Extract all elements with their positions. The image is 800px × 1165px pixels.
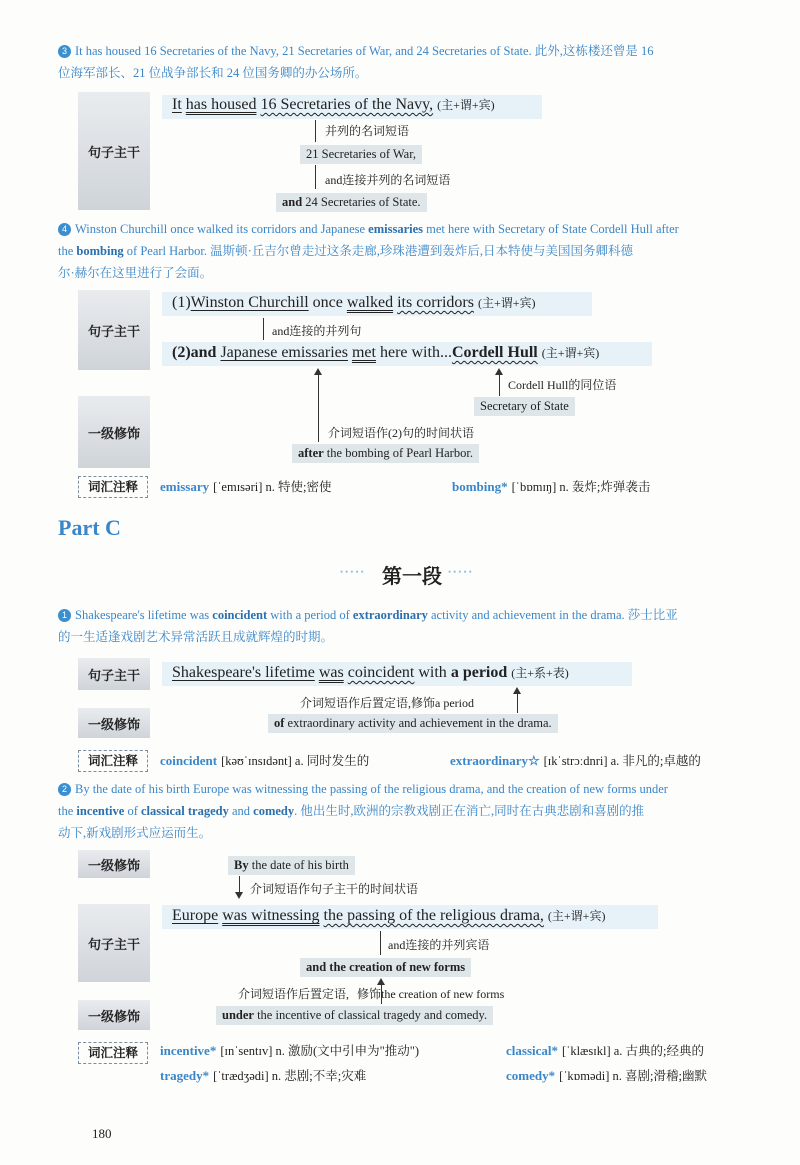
- box-text: the bombing of Pearl Harbor.: [326, 446, 473, 460]
- subject: Shakespeare's lifetime: [172, 664, 315, 681]
- c2-box-by: [228, 856, 355, 875]
- box-keyword: under: [222, 1008, 254, 1022]
- s4-en-part: met here with Secretary of State Cordell Hull after: [426, 222, 679, 236]
- predicate: has housed: [185, 96, 257, 113]
- s4-chinese-1: 温斯顿·丘吉尔曾走过这条走廊,珍珠港遭到轰炸后,日本特使与美国国务卿科德: [210, 244, 634, 258]
- connector-line: [239, 876, 240, 892]
- vocab-definition: [ˈemɪsəri] n. 特使;密使: [213, 480, 332, 494]
- predicative: coincident: [347, 664, 415, 681]
- connector-line: [318, 374, 319, 442]
- c2-chinese-2: 动下,新戏剧形式应运而生。: [58, 826, 212, 840]
- vocab-definition: [ɪkˈstrɔːdnri] a. 非凡的;卓越的: [543, 754, 701, 768]
- vocab-definition: [ˈbɒmɪŋ] n. 轰炸;炸弹袭击: [511, 480, 651, 494]
- vocab-word: extraordinary: [450, 753, 528, 768]
- vocab-word: classical: [506, 1043, 552, 1058]
- s4-main-clause-2: [172, 344, 599, 362]
- box-keyword: By: [234, 858, 249, 872]
- c1-en-part: activity and achievement in the drama.: [431, 608, 625, 622]
- connector-line: [517, 693, 518, 713]
- s4-en-part: Winston Churchill once walked its corridors and Japanese: [75, 222, 366, 236]
- label-first-level-modifier: 一级修饰: [78, 396, 150, 468]
- clause-index: (2)and: [172, 344, 217, 361]
- subject: Winston Churchill: [190, 294, 309, 311]
- c1-en-part: with a period of: [270, 608, 350, 622]
- sentence-number-badge: 4: [58, 223, 71, 236]
- c1-box-mod: [268, 714, 558, 733]
- c2-note-mod: [238, 985, 504, 1002]
- sentence-3-chinese-2: 位海军部长、21 位战争部长和 24 位国务卿的办公场所。: [58, 66, 368, 80]
- sentence-4-intro: [58, 218, 770, 284]
- c1-chinese-1: 莎士比亚: [627, 608, 678, 622]
- s4-note-time: 介词短语作(2)句的时间状语: [328, 426, 474, 440]
- vocab-star: *: [551, 1043, 558, 1058]
- label-sentence-main: 句子主干: [78, 904, 150, 982]
- page-number: 180: [92, 1126, 112, 1141]
- box-text: the date of his birth: [251, 858, 349, 872]
- object: a period: [450, 664, 508, 681]
- vocab-word: comedy: [506, 1068, 549, 1083]
- vocab-entry: [450, 751, 701, 770]
- sentence-number-badge: 1: [58, 609, 71, 622]
- sentence-3-intro: [58, 40, 770, 84]
- s4-en-part: the: [58, 244, 74, 258]
- c1-main-clause: [172, 664, 569, 682]
- box-text: the incentive of classical tragedy and comedy.: [257, 1008, 488, 1022]
- c2-keyword: comedy: [253, 804, 295, 818]
- object: the passing of the religious drama,: [323, 907, 544, 924]
- part-title: Part C: [58, 515, 121, 540]
- vocab-definition: [kəʊˈɪnsɪdənt] a. 同时发生的: [221, 754, 370, 768]
- c2-en-part: By the date of his birth Europe was witnessing the passing of the religious drama, and the creation of new forms under: [75, 782, 668, 796]
- s4-main-clause-1: [172, 294, 535, 312]
- predicate: was witnessing: [222, 907, 320, 924]
- label-sentence-main: 句子主干: [78, 92, 150, 210]
- c1-en-part: Shakespeare's lifetime was: [75, 608, 210, 622]
- vocab-entry: [506, 1066, 707, 1085]
- vocab-word: coincident: [160, 753, 218, 768]
- preposition: with: [418, 664, 447, 681]
- vocab-star: *: [501, 479, 508, 494]
- s3-note-1: 并列的名词短语: [325, 124, 410, 138]
- vocab-entry: [452, 477, 650, 496]
- object: 16 Secretaries of the Navy,: [260, 96, 434, 113]
- c2-keyword: incentive: [76, 804, 125, 818]
- c2-keyword: classical tragedy: [141, 804, 229, 818]
- box-text: 24 Secretaries of State.: [305, 195, 421, 209]
- subject: It: [172, 96, 182, 113]
- vocab-word: incentive: [160, 1043, 210, 1058]
- c1-note-mod: 介词短语作后置定语,修饰a period: [300, 696, 474, 710]
- label-sentence-main: 句子主干: [78, 290, 150, 370]
- vocab-label: 词汇注释: [78, 476, 148, 498]
- s4-keyword: emissaries: [368, 222, 424, 236]
- vocab-entry: [506, 1041, 704, 1060]
- label-sentence-main: 句子主干: [78, 658, 150, 690]
- vocab-word: tragedy: [160, 1068, 203, 1083]
- paragraph-title: 第一段: [382, 564, 442, 588]
- vocab-entry: [160, 1066, 366, 1085]
- arrow-down: [235, 892, 243, 899]
- predicate: walked: [346, 294, 394, 311]
- structure-note: (主+谓+宾): [477, 296, 536, 310]
- s4-box-time: [292, 444, 479, 463]
- s4-note-and: and连接的并列句: [272, 324, 362, 338]
- box-keyword: and: [282, 195, 303, 209]
- c2-en-part: and: [231, 804, 251, 818]
- structure-note: (主+系+表): [511, 666, 569, 680]
- s3-box-2: [276, 193, 427, 212]
- box-keyword: of: [274, 716, 285, 730]
- predicate: met: [351, 344, 376, 361]
- subject: Europe: [172, 907, 219, 924]
- s4-keyword: bombing: [76, 244, 124, 258]
- c2-chinese-1: 他出生时,欧洲的宗教戏剧正在消亡,同时在古典悲剧和喜剧的推: [300, 804, 645, 818]
- c2-intro: [58, 778, 770, 844]
- label-first-level-modifier: 一级修饰: [78, 708, 150, 738]
- s3-main-clause: [172, 96, 495, 114]
- vocab-entry: [160, 751, 369, 770]
- c2-main-clause: [172, 907, 605, 925]
- vocab-entry: [160, 477, 332, 496]
- label-first-level-modifier: 一级修饰: [78, 850, 150, 878]
- linking-verb: was: [318, 664, 344, 681]
- note-part: 修饰the creation of new forms: [357, 987, 505, 1001]
- connector-line: [499, 374, 500, 396]
- s4-note-appositive: Cordell Hull的同位语: [508, 378, 617, 392]
- c2-note-time: 介词短语作句子主干的时间状语: [250, 882, 419, 896]
- vocab-star: *: [548, 1068, 556, 1083]
- c2-en-part: of: [127, 804, 138, 818]
- vocab-definition: [ˈklæsɪkl] a. 古典的;经典的: [562, 1044, 705, 1058]
- structure-note: (主+谓+宾): [547, 909, 606, 923]
- c1-intro: [58, 604, 770, 648]
- sentence-number-badge: 3: [58, 45, 71, 58]
- subject: Japanese emissaries: [220, 344, 348, 361]
- c1-keyword: extraordinary: [352, 608, 428, 622]
- adverbial: here with...: [379, 344, 452, 361]
- vocab-star: *: [202, 1068, 210, 1083]
- vocab-definition: [ˈtrædʒədi] n. 悲剧;不幸;灾难: [213, 1069, 367, 1083]
- vocab-definition: [ɪnˈsentɪv] n. 激励(文中引申为"推动"): [220, 1044, 420, 1058]
- s4-chinese-2: 尔·赫尔在这里进行了会面。: [58, 266, 213, 280]
- box-text: extraordinary activity and achievement in the drama.: [287, 716, 552, 730]
- sentence-number-badge: 2: [58, 783, 71, 796]
- c2-en-part: .: [294, 804, 298, 818]
- decor-dots-right: •••••: [448, 567, 474, 577]
- clause-index: (1): [172, 294, 191, 311]
- vocab-star: ☆: [527, 753, 540, 768]
- connector-line: [315, 120, 316, 142]
- object: its corridors: [397, 294, 474, 311]
- label-first-level-modifier: 一级修饰: [78, 1000, 150, 1030]
- structure-note: (主+谓+宾): [541, 346, 600, 360]
- connector-line: [315, 165, 316, 189]
- sentence-3-chinese-1: 此外,这栋楼还曾是 16: [534, 44, 654, 58]
- connector-line: [380, 931, 381, 955]
- c2-en-part: the: [58, 804, 74, 818]
- sentence-3-english: It has housed 16 Secretaries of the Navy, 21 Secretaries of War, and 24 Secretaries of State.: [75, 44, 532, 58]
- s3-note-2: and连接并列的名词短语: [325, 173, 451, 187]
- decor-dots-left: •••••: [340, 567, 366, 577]
- note-part: 介词短语作后置定语,: [238, 987, 350, 1001]
- vocab-word: bombing: [452, 479, 502, 494]
- vocab-label: 词汇注释: [78, 750, 148, 772]
- c2-box-and: and the creation of new forms: [300, 958, 471, 977]
- vocab-label: 词汇注释: [78, 1042, 148, 1064]
- vocab-entry: [160, 1041, 419, 1060]
- c2-note-and: and连接的并列宾语: [388, 938, 490, 952]
- vocab-word: emissary: [160, 479, 210, 494]
- c2-box-under: [216, 1006, 493, 1025]
- s4-box-appositive: Secretary of State: [474, 397, 575, 416]
- box-keyword: after: [298, 446, 324, 460]
- adverb: once: [312, 294, 343, 311]
- connector-line: [263, 318, 264, 340]
- c1-keyword: coincident: [212, 608, 268, 622]
- object: Cordell Hull: [451, 344, 538, 361]
- structure-note: (主+谓+宾): [437, 98, 495, 112]
- vocab-star: *: [209, 1043, 217, 1058]
- s3-box-1: 21 Secretaries of War,: [300, 145, 422, 164]
- c1-chinese-2: 的一生适逢戏剧艺术异常活跃且成就辉煌的时期。: [58, 630, 334, 644]
- s4-en-part: of Pearl Harbor.: [126, 244, 207, 258]
- vocab-definition: [ˈkɒmədi] n. 喜剧;滑稽;幽默: [559, 1069, 707, 1083]
